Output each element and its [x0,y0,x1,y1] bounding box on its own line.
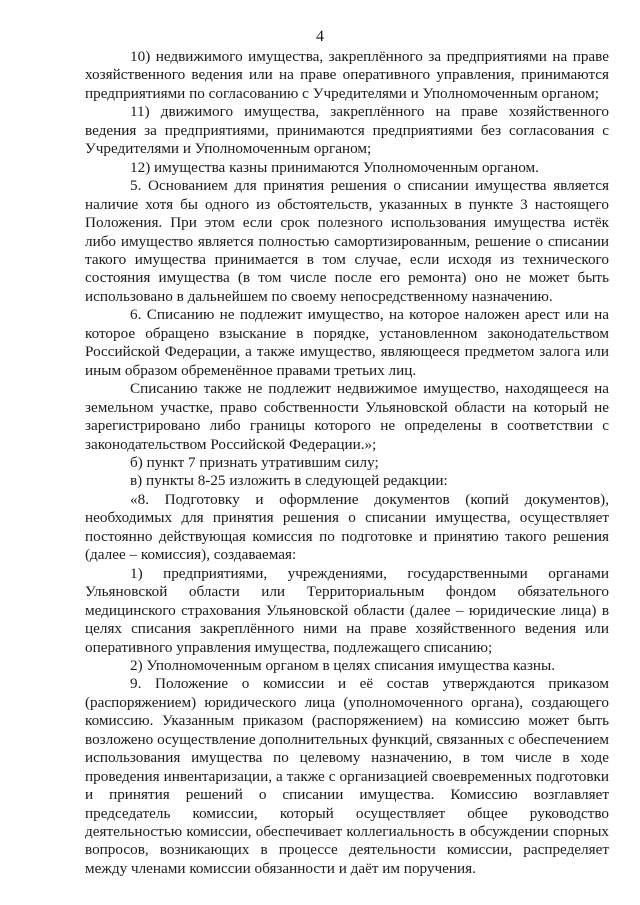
paragraph-amendment-b: б) пункт 7 признать утратившим силу; [130,453,379,471]
paragraph-clause-6: 6. Списанию не подлежит имущество, на которое наложен арест или на которое обращено взыскание в порядке, установленном законодательством Российской Федерации, а также имущество, являющееся предметом залога или иным образом обременённое правами третьих лиц. [85,306,609,379]
paragraph-clause-8: «8. Подготовку и оформление документов (копий документов), необходимых для принятия решения о списании имущества, осуществляет постоянно действующая комиссия по подготовке и принятию такого решения (далее – комиссия), создаваемая: [85,490,609,564]
page-number: 4 [316,28,324,45]
paragraph-item-12: 12) имущества казны принимаются Уполномоченным органом. [130,158,539,176]
paragraph-clause-8-item-2: 2) Уполномоченным органом в целях списания имущества казны. [130,656,555,674]
document-body [85,48,609,878]
paragraph-item-11: 11) движимого имущества, закреплённого на праве хозяйственного ведения за предприятиями, принимаются предприятиями без согласования с Учредителями и Уполномоченным органом; [85,103,609,158]
paragraph-item-10: 10) недвижимого имущества, закреплённого за предприятиями на праве хозяйственного ведения или на праве оперативного управления, принимаются предприятиями по согласованию с Учредителями и Уполномоченным органом; [85,48,609,102]
paragraph-clause-8-item-1: 1) предприятиями, учреждениями, государственными органами Ульяновской области или Территориальным фондом обязательного медицинского страхования Ульяновской области (далее – юридические лица) в целях списания закреплённого ними на праве хозяйственного ведения или оперативного управления имущества, подлежащего списанию; [85,564,609,656]
paragraph-amendment-v: в) пункты 8-25 изложить в следующей редакции: [130,472,448,490]
paragraph-clause-9: 9. Положение о комиссии и её состав утверждаются приказом (распоряжением) юридического лица (уполномоченного органа), создающего комиссию. Указанным приказом (распоряжением) на комиссию может быть возложено осуществление дополнительных функций, связанных с обеспечением использования имущества по целевому назначению, в том числе в ходе проведения инвентаризации, а также с организацией своевременных подготовки и принятия решений о списании имущества. Комиссию возглавляет председатель комиссии, который осуществляет общее руководство деятельностью комиссии, обеспечивает коллегиальность в обсуждении спорных вопросов, возникающих в процессе деятельности комиссии, распределяет между членами комиссии обязанности и даёт им поручения. [85,675,609,877]
paragraph-clause-5: 5. Основанием для принятия решения о списании имущества является наличие хотя бы одного из обстоятельств, указанных в пункте 3 настоящего Положения. При этом если срок полезного использования имущества истёк либо имущество является полностью самортизированным, решение о списании такого имущества принимается в том случае, если исходя из технического состояния имущества (в том числе после его ремонта) оно не может быть использовано в дальнейшем по своему непосредственному назначению. [85,177,609,305]
paragraph-clause-6-continued: Списанию также не подлежит недвижимое имущество, находящееся на земельном участке, право собственности Ульяновской области на который не зарегистрировано либо границы которого не определены в соответствии с законодательством Российской Федерации.»; [85,380,609,453]
